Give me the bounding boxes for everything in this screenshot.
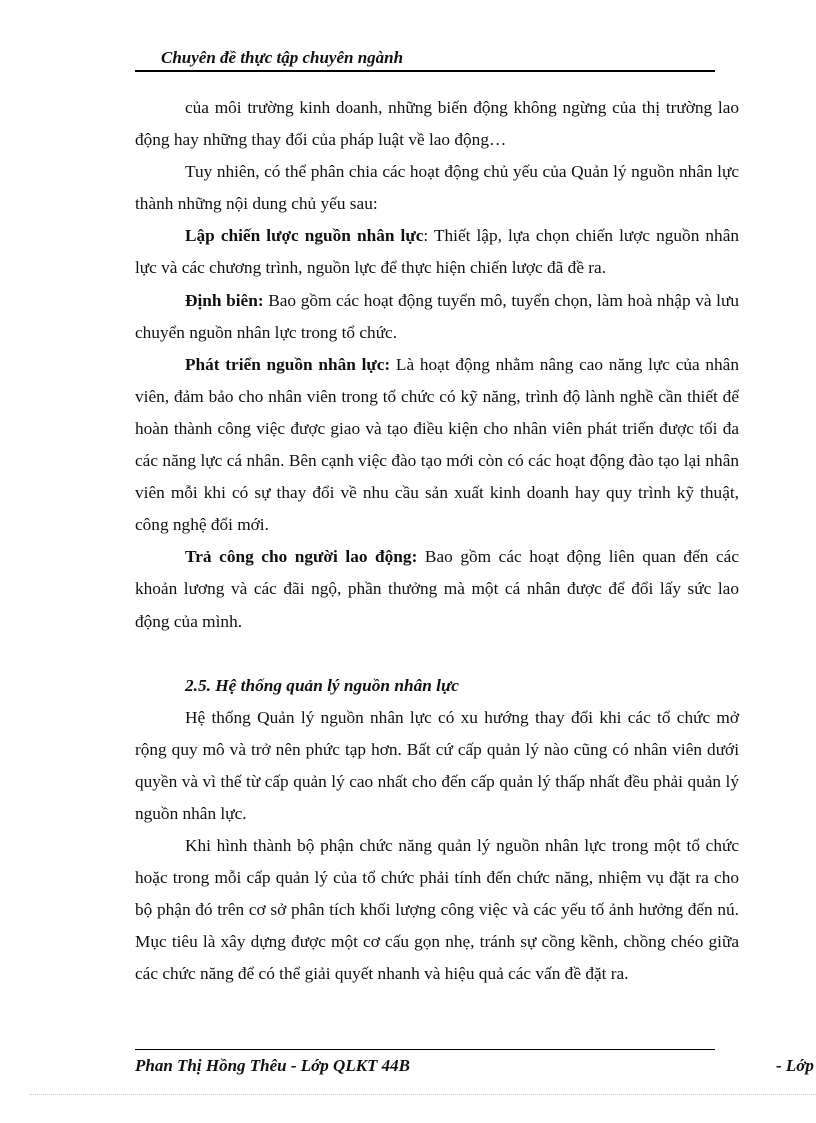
definition-compensation: Bao gồm các hoạt động liên quan đến các khoản lương và các đãi ngộ, phần thưởng mà một cá nhân được để đổi lấy sức lao động của mình. bbox=[135, 547, 739, 631]
paragraph-compensation bbox=[135, 541, 739, 637]
document-body bbox=[135, 92, 739, 991]
paragraph-8: Khi hình thành bộ phận chức năng quản lý nguồn nhân lực trong một tổ chức hoặc trong mỗi cấp quản lý của tổ chức phải tính đến chức năng, nhiệm vụ đặt ra cho bộ phận đó trên cơ sở phân tích khối lượng công việc và các yếu tố ảnh hưởng đến nú. Mục tiêu là xây dựng được một cơ cấu gọn nhẹ, tránh sự cồng kềnh, chồng chéo giữa các chức năng để có thể giải quyết nhanh và hiệu quả các vấn đề đặt ra. bbox=[135, 836, 739, 984]
page-header bbox=[135, 48, 715, 72]
definition-staffing: Bao gồm các hoạt động tuyển mô, tuyển chọn, làm hoà nhập và lưu chuyển nguồn nhân lực trong tổ chức. bbox=[135, 290, 739, 342]
term-strategy: Lập chiến lược nguồn nhân lực bbox=[185, 226, 424, 246]
paragraph-1: của môi trường kinh doanh, những biến động không ngừng của thị trường lao động hay những thay đổi của pháp luật về lao động… bbox=[135, 98, 739, 150]
header-title: Chuyên đề thực tập chuyên ngành bbox=[161, 48, 404, 67]
paragraph-strategy bbox=[135, 220, 739, 284]
paragraph-2: Tuy nhiên, có thể phân chia các hoạt động chủ yếu của Quản lý nguồn nhân lực thành những nội dung chủ yếu sau: bbox=[135, 162, 739, 214]
footer-divider bbox=[135, 1049, 715, 1050]
term-staffing: Định biên: bbox=[185, 290, 264, 310]
section-heading: 2.5. Hệ thống quản lý nguồn nhân lực bbox=[185, 675, 459, 695]
footer-author: Phan Thị Hồng Thêu - Lớp QLKT 44B bbox=[135, 1056, 411, 1075]
term-compensation: Trả công cho người lao động: bbox=[185, 547, 418, 567]
footer-class-cutoff: - Lớp bbox=[776, 1056, 814, 1075]
paragraph-staffing bbox=[135, 285, 739, 349]
page-edge-dots bbox=[30, 1094, 816, 1095]
section-spacer bbox=[135, 638, 739, 670]
term-development: Phát triển nguồn nhân lực: bbox=[185, 354, 391, 374]
definition-development: Là hoạt động nhằm nâng cao năng lực của nhân viên, đảm bảo cho nhân viên trong tổ chức có kỹ năng, trình độ lành nghề cần thiết để hoàn thành công việc được giao và tạo điều kiện cho nhân viên phát triển được tối đa các năng lực cá nhân. Bên cạnh việc đào tạo mới còn có các hoạt động đào tạo lại nhân viên mỗi khi có sự thay đổi về nhu cầu sản xuất kinh doanh hay quy trình kỹ thuật, công nghệ đổi mới. bbox=[135, 354, 739, 535]
definition-strategy: : Thiết lập, lựa chọn chiến lược nguồn nhân lực và các chương trình, nguồn lực để thực hiện chiến lược đã đề ra. bbox=[135, 226, 740, 278]
paragraph-development bbox=[135, 349, 739, 542]
paragraph-7: Hệ thống Quản lý nguồn nhân lực có xu hướng thay đổi khi các tổ chức mở rộng quy mô và trở nên phức tạp hơn. Bất cứ cấp quản lý nào cũng có nhân viên dưới quyền và vì thế từ cấp quản lý cao nhất cho đến cấp quản lý thấp nhất đều phải quản lý nguồn nhân lực. bbox=[135, 707, 739, 823]
